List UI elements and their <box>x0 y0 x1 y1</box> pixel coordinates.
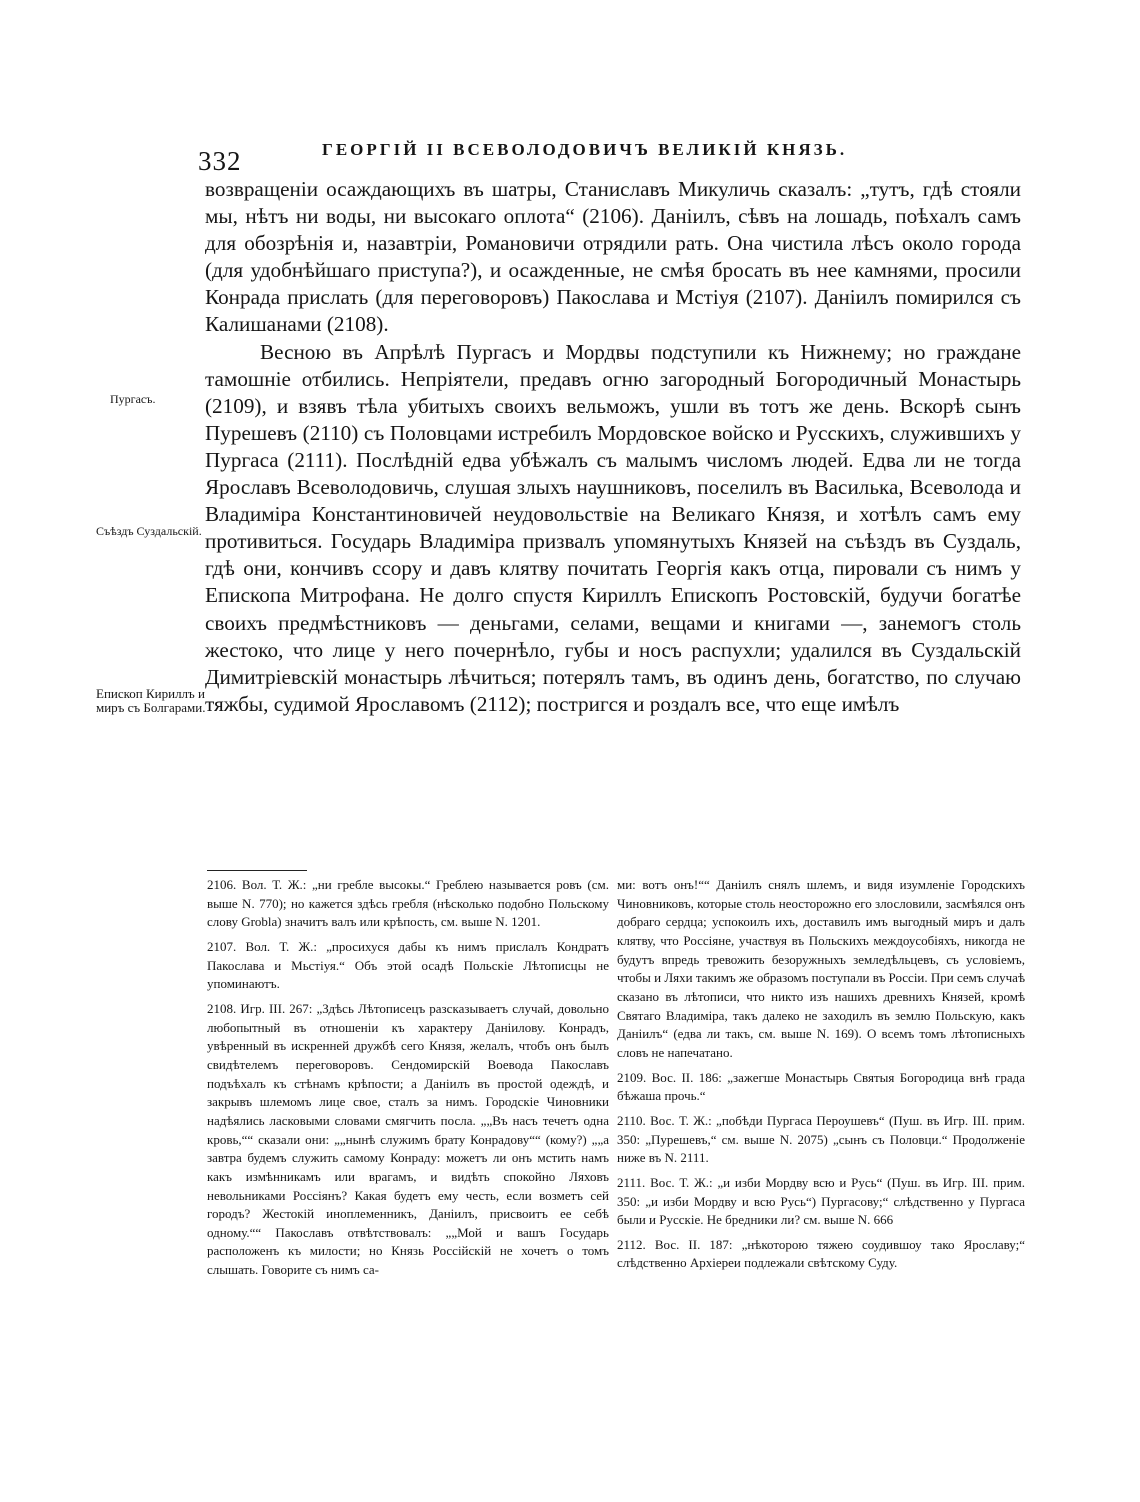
running-head: ГЕОРГІЙ II ВСЕВОЛОДОВИЧЪ ВЕЛИКІЙ КНЯЗЬ. <box>322 140 848 159</box>
footnotes-right-column <box>617 876 1025 1279</box>
footnote-2111: 2111. Вос. Т. Ж.: „и изби Мордву всю и Русь“ (Пуш. въ Игр. III. прим. 350: „и изби Мордву и всю Русь“) Пургасову;“ слѣдственно у Пургаса были и Русскіе. Не бредники ли? см. выше N. 666 <box>617 1174 1025 1228</box>
margin-note-purgas: Пургасъ. <box>110 392 156 406</box>
footnote-2108: 2108. Игр. III. 267: „Здѣсь Лѣтописецъ разсказываетъ случай, довольно любопытный въ отношеніи къ характеру Даніилову. Конрадъ, увѣренный въ искренней дружбѣ сего Князя, желалъ, чтобъ онъ былъ свидѣтелемъ переговоровъ. Сендомирскій Воевода Пакославъ подъѣхалъ къ стѣнамъ крѣпости; а Даніилъ въ простой одеждѣ, и закрывъ шлемомъ лице свое, сталъ за нимъ. Городскіе Чиновники надѣялись ласковыми словами смягчить посла. „„Въ насъ течетъ одна кровь,““ сказали они: „„нынѣ служимъ брату Конрадову““ (кому?) „„а завтра будемъ служить самому Конраду: можетъ ли онъ мстить намъ какъ измѣнникамъ или врагамъ, и видѣть спокойно Ляховъ невольниками Россіянъ? Какая будетъ ему честь, если возметъ сей городъ? Жестокій иноплеменникъ, Даніилъ, присвоитъ ее себѣ одному.““ Пакославъ отвѣтствовалъ: „„Мой и вашъ Государь расположенъ къ милости; но Князь Россійскій не хочетъ о томъ слышать. Говорите съ нимъ са- <box>207 1000 609 1278</box>
footnote-rule <box>207 870 307 871</box>
footnote-2109: 2109. Вос. II. 186: „зажегше Монастырь Святыя Богородица внѣ града бѣжаша прочь.“ <box>617 1069 1025 1104</box>
main-text <box>205 176 1021 718</box>
paragraph-1: возвращеніи осаждающихъ въ шатры, Станиславъ Микуличь сказалъ: „тутъ, гдѣ стояли мы, нѣтъ ни воды, ни высокаго оплота“ (2106). Даніилъ, сѣвъ на лошадь, поѣхалъ самъ для обозрѣнія и, назавтріи, Романовичи отрядили рать. Она чистила лѣсъ около города (для удобнѣйшаго приступа?), и осажденные, не смѣя бросать въ нее камнями, просили Конрада прислать (для переговоровъ) Пакослава и Мстіуя (2107). Даніилъ помирился съ Калишанами (2108). <box>205 177 1021 337</box>
margin-note-bishop-kirill: Епископ Кириллъ и миръ съ Болгарами. <box>96 686 206 715</box>
footnote-2108-continued: ми: вотъ онъ!““ Даніилъ снялъ шлемъ, и видя изумленіе Городскихъ Чиновниковъ, которые столь неосторожно его злословили, засмѣялся онъ добраго сердца; успокоилъ ихъ, доставилъ имъ выгодный миръ и далъ клятву, что Россіяне, участвуя въ Польскихъ междоусобіяхъ, никогда не будутъ впредь тревожить безоружныхъ земледѣльцевъ, съ условіемъ, чтобы и Ляхи такимъ же образомъ поступали въ Россіи. При семъ случаѣ сказано въ лѣтописи, что никто изъ нашихъ древнихъ Князей, кромѣ Святаго Владиміра, такъ далеко не заходилъ въ землю Польскую, какъ Даніилъ“ (едва ли такъ, см. выше N. 169). О всемъ томъ лѣтописныхъ словъ не напечатано. <box>617 877 1026 1060</box>
page-number: 332 <box>198 146 242 176</box>
footnote-2112: 2112. Вос. II. 187: „нѣкоторою тяжею соудившоу тако Ярославу;“ слѣдственно Архіереи подлежали свѣтскому Суду. <box>617 1236 1025 1271</box>
footnote-2107: 2107. Вол. Т. Ж.: „просихуся дабы къ нимъ прислалъ Кондратъ Пакослава и Мьстіуя.“ Объ этой осадѣ Польскіе Лѣтописцы не упоминаютъ. <box>207 938 609 992</box>
footnote-2106: 2106. Вол. Т. Ж.: „ни гребле высокы.“ Греблею называется ровъ (см. выше N. 770); но кажется здѣсь гребля (нѣсколько подобно Польскому слову Grobla) значитъ валъ или крѣпость, см. выше N. 1201. <box>207 877 609 930</box>
margin-note-suzdal-congress: Съѣздъ Суздальскій. <box>96 524 202 538</box>
footnotes-left-column <box>207 876 609 1286</box>
footnote-2110: 2110. Вос. Т. Ж.: „побѣди Пургаса Пероушевъ“ (Пуш. въ Игр. III. прим. 350: „Пурешевъ,“ см. выше N. 2075) „сынъ съ Половци.“ Продолженіе ниже въ N. 2111. <box>617 1112 1025 1166</box>
paragraph-2: Весною въ Апрѣлѣ Пургасъ и Мордвы подступили къ Нижнему; но граждане тамошніе отбились. Непріятели, предавъ огню загородный Богородичный Монастырь (2109), и взявъ тѣла убитыхъ своихъ вельможъ, ушли въ тотъ же день. Вскорѣ сынъ Пурешевъ (2110) съ Половцами истребилъ Мордовское войско и Русскихъ, служившихъ у Пургаса (2111). Послѣдній едва убѣжалъ съ малымъ числомъ людей. Едва ли не тогда Ярославъ Всеволодовичь, слушая злыхъ наушниковъ, поселилъ въ Василька, Всеволода и Владиміра Константиновичей неудовольствіе на Великаго Князя, и хотѣлъ самъ ему противиться. Государь Владиміра призвалъ упомянутыхъ Князей на съѣздъ въ Суздаль, гдѣ они, кончивъ ссору и давъ клятву почитать Георгія какъ отца, пировали съ нимъ у Епископа Митрофана. Не долго спустя Кириллъ Епископъ Ростовскій, будучи богатѣе своихъ предмѣстниковъ — деньгами, селами, вещами и книгами —, занемогъ столь жестоко, что лице у него почернѣло, губы и носъ распухли; удалился въ Суздальскій Димитріевскій монастырь лѣчиться; потерялъ тамъ, въ одинъ день, богатство, по случаю тяжбы, судимой Ярославомъ (2112); постригся и роздалъ все, что еще имѣлъ <box>205 339 1021 716</box>
